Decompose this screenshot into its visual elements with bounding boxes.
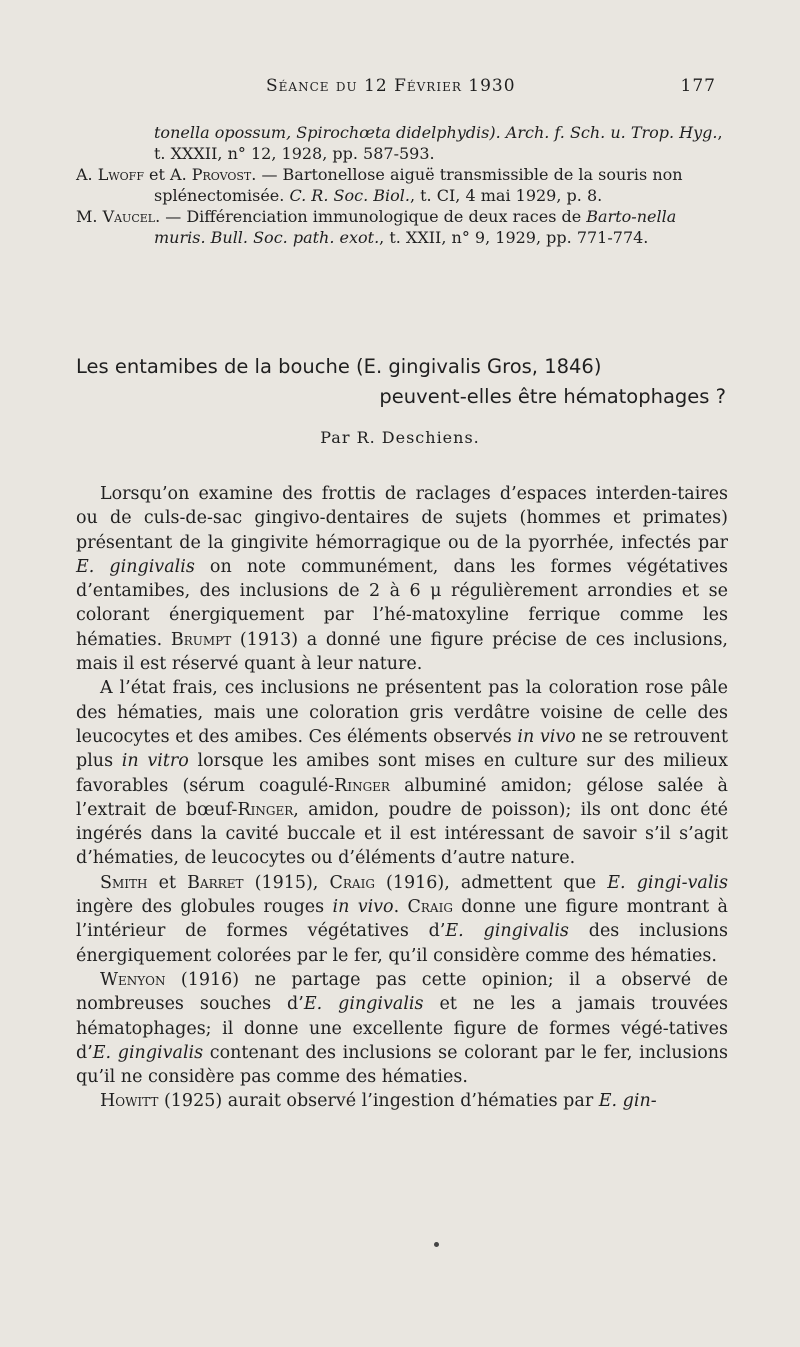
text-run: Smith xyxy=(100,872,148,893)
reference-list xyxy=(76,122,726,248)
text-run: albuminé amidon; gélose salée à l’extrait de bœuf- xyxy=(76,775,728,820)
reference-entry xyxy=(76,164,726,206)
body-paragraph xyxy=(76,1089,728,1113)
text-run: lorsque les amibes sont mises en culture sur des milieux favorables (sérum coagulé- xyxy=(76,751,728,796)
text-run: et A. xyxy=(143,165,192,184)
text-run: Brumpt xyxy=(170,629,232,650)
text-run: E. gingivalis xyxy=(303,994,424,1015)
text-run: donne une figure montrant à l’intérieur de formes végétatives d’ xyxy=(76,897,728,942)
text-run: in vivo xyxy=(517,726,576,747)
text-run: . xyxy=(393,897,408,918)
body-paragraph xyxy=(76,968,728,1089)
text-run: Craig xyxy=(407,897,453,918)
text-run: Ringer xyxy=(334,775,390,796)
text-run: des inclusions énergiquement colorées par le fer, qu’il considère comme des hématies. xyxy=(76,921,728,966)
text-run: A. xyxy=(76,165,98,184)
text-run: E. gingi-valis xyxy=(607,872,728,893)
text-run: Barret xyxy=(187,872,244,893)
text-run: Vaucel xyxy=(102,207,156,226)
article-title-line-1: Les entamibes de la bouche (E. gingivalis Gros, 1846) xyxy=(76,355,602,378)
text-run: E. gingivalis xyxy=(92,1042,204,1063)
body-paragraph xyxy=(76,676,728,870)
text-run: ne se retrouvent plus xyxy=(76,726,728,772)
text-run: et xyxy=(147,872,188,893)
text-run: Ringer xyxy=(237,799,294,820)
reference-entry xyxy=(76,206,726,248)
text-run: Craig xyxy=(329,872,375,893)
text-run: (1916), admettent que xyxy=(374,872,608,893)
text-run: A l’état frais, ces inclusions ne présentent pas la coloration rose pâle des hématies, mais une coloration gris verdâtre voisine de celle des leucocytes et des amibes. Ces éléments observés xyxy=(76,678,728,747)
reference-entry xyxy=(76,122,726,164)
body-paragraph xyxy=(76,482,728,676)
text-run: in vitro xyxy=(121,751,189,772)
text-run: , t. XXXII, n° 12, 1928, pp. 587-593. xyxy=(154,123,723,163)
text-run: Lorsqu’on examine des frottis de raclages d’espaces interden-taires ou de culs-de-sac gingivo-dentaires de sujets (hommes et primates) présentant de la gingivite hémorragique ou de la pyorrhée, infectés par xyxy=(76,484,728,553)
text-run: Provost xyxy=(191,165,252,184)
text-run: et ne les a jamais trouvées hématophages; il donne une excellente figure de formes végé-tatives d’ xyxy=(76,994,728,1063)
article-title xyxy=(76,352,726,412)
text-run: ingère des globules rouges xyxy=(76,897,333,918)
text-run: in vivo xyxy=(332,897,394,918)
text-run: E. gingivalis xyxy=(445,921,569,942)
article-body xyxy=(76,482,728,1114)
text-run: (1915), xyxy=(243,872,330,893)
text-run: . — Différenciation immunologique de deux races de xyxy=(155,207,587,226)
text-run: Barto-nella muris. Bull. Soc. path. exot. xyxy=(154,207,677,247)
text-run: Howitt xyxy=(100,1091,159,1112)
text-run: E. gin- xyxy=(598,1091,657,1112)
text-run: (1913) a donné une figure précise de ces inclusions, mais il est réservé quant à leur nature. xyxy=(76,629,728,675)
text-run: , t. CI, 4 mai 1929, p. 8. xyxy=(409,186,603,205)
text-run: contenant des inclusions se colorant par le fer, inclusions qu’il ne considère pas comme des hématies. xyxy=(76,1042,728,1088)
text-run: , t. XXII, n° 9, 1929, pp. 771-774. xyxy=(379,228,649,247)
text-run: (1916) ne partage pas cette opinion; il a observé de nombreuses souches d’ xyxy=(76,969,728,1015)
page-number: 177 xyxy=(680,76,716,96)
text-run: Lwoff xyxy=(97,165,144,184)
text-run: C. R. Soc. Biol. xyxy=(289,186,410,205)
body-paragraph xyxy=(76,871,728,968)
text-run: . — Bartonellose aiguë transmissible de la souris non splénectomisée. xyxy=(154,165,683,205)
print-speck xyxy=(434,1242,439,1247)
text-run: (1925) aurait observé l’ingestion d’hématies par xyxy=(158,1091,599,1112)
text-run: E. gingivalis xyxy=(76,556,195,577)
text-run: tonella opossum, Spirochœta didelphydis). Arch. f. Sch. u. Trop. Hyg. xyxy=(154,123,718,142)
article-author: Par R. Deschiens. xyxy=(320,428,480,447)
text-run: on note communément, dans les formes végétatives d’entamibes, des inclusions de 2 à 6 μ régulièrement arrondies et se colorant énergiquement par l’hé-matoxyline ferrique comme les hématies. xyxy=(76,556,729,650)
article-title-line-2: peuvent-elles être hématophages ? xyxy=(379,385,726,408)
text-run: M. xyxy=(76,207,103,226)
text-run: Wenyon xyxy=(100,969,166,990)
text-run: , amidon, poudre de poisson); ils ont donc été ingérés dans la cavité buccale et il est intéressant de savoir s’il s’agit d’hématies, de leucocytes ou d’éléments d’autre nature. xyxy=(76,799,728,869)
running-title: Séance du 12 Février 1930 xyxy=(266,76,516,96)
